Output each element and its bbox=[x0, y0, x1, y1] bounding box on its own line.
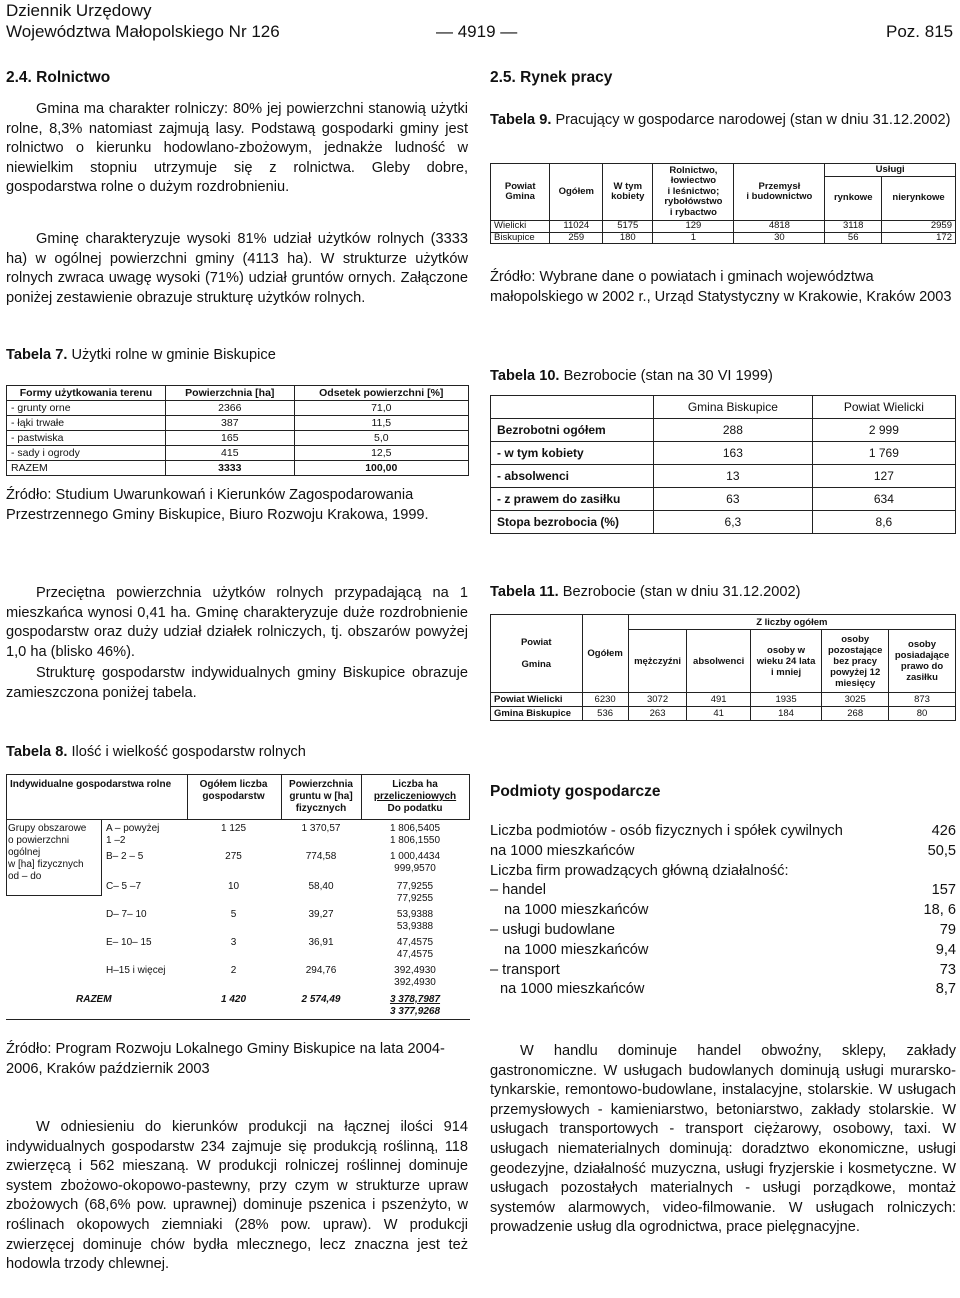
table-cell: 163 bbox=[654, 442, 813, 465]
table-cell: Gmina Biskupice bbox=[491, 707, 583, 721]
table-row: B– 2 – 5 bbox=[106, 851, 144, 862]
table-cell: Powiat Wielicki bbox=[812, 396, 955, 419]
journal-title: Dziennik Urzędowy bbox=[6, 1, 152, 20]
table-10-caption: Tabela 10. Bezrobocie (stan na 30 VI 1999) bbox=[490, 368, 773, 384]
table-cell bbox=[491, 396, 654, 419]
table-9-source: Źródło: Wybrane dane o powiatach i gminach województwa małopolskiego w 2002 r., Urząd Statystyczny w Krakowie, Kraków 2003 bbox=[490, 269, 952, 305]
table-7 bbox=[6, 385, 469, 476]
table-cell: 129 bbox=[653, 221, 734, 233]
table-row bbox=[491, 419, 956, 442]
table-row bbox=[491, 693, 956, 707]
table-cell: 2366 bbox=[166, 401, 295, 416]
table-cell: 5,0 bbox=[294, 431, 468, 446]
table-cell: 387 bbox=[166, 416, 295, 431]
table-8-source: Źródło: Program Rozwoju Lokalnego Gminy Biskupice na lata 2004-2006, Kraków październik 2003 bbox=[6, 1041, 445, 1077]
table-cell: nierynkowe bbox=[882, 177, 956, 221]
podmioty-list bbox=[490, 822, 956, 1000]
table-cell: 12,5 bbox=[294, 446, 468, 461]
table-cell: 165 bbox=[166, 431, 295, 446]
table-cell: mężczyźni bbox=[628, 630, 687, 693]
paragraph: Przeciętna powierzchnia użytków rolnych przypadającą na 1 mieszkańca wynosi 0,41 ha. Gminę charakteryzuje duże rozdrobnienie gospodarstw oraz duży udział działek rolniczych, tj. obszarów powyżej 1,0 ha (blisko 46%). bbox=[6, 585, 468, 660]
table-cell: osoby w wieku 24 lata i mniej bbox=[750, 630, 821, 693]
table-row bbox=[491, 707, 956, 721]
table-11 bbox=[490, 614, 956, 721]
table-row: A – powyżej 1 –2 bbox=[106, 823, 160, 846]
list-item: na 1000 mieszkańców 9,4 bbox=[504, 941, 956, 958]
table-cell: 1 769 bbox=[812, 442, 955, 465]
table-cell: 11024 bbox=[550, 221, 603, 233]
table-cell: RAZEM bbox=[7, 461, 166, 476]
table-cell: Ogółem bbox=[550, 164, 603, 221]
table-cell: - pastwiska bbox=[7, 431, 166, 446]
table-cell: Powiat Gmina bbox=[491, 164, 550, 221]
table-row bbox=[491, 232, 956, 244]
table-cell: osoby pozostające bez pracy powyżej 12 miesięcy bbox=[822, 630, 889, 693]
table-cell: 13 bbox=[654, 465, 813, 488]
table-cell: - łąki trwałe bbox=[7, 416, 166, 431]
table-row bbox=[491, 511, 956, 534]
table-cell: 288 bbox=[654, 419, 813, 442]
table-cell: 263 bbox=[628, 707, 687, 721]
table-cell: 71,0 bbox=[294, 401, 468, 416]
table-cell: 268 bbox=[822, 707, 889, 721]
table-9-caption: Tabela 9. Pracujący w gospodarce narodowej (stan w dniu 31.12.2002) bbox=[490, 112, 951, 128]
table-cell: Stopa bezrobocia (%) bbox=[491, 511, 654, 534]
table-8-caption: Tabela 8. Ilość i wielkość gospodarstw rolnych bbox=[6, 744, 306, 760]
table-row bbox=[7, 461, 469, 476]
table-row bbox=[7, 431, 469, 446]
table-cell: 259 bbox=[550, 232, 603, 244]
table-cell: Wielicki bbox=[491, 221, 550, 233]
paragraph: W odniesieniu do kierunków produkcji na łącznej ilości 914 indywidualnych gospodarstw 234 zajmuje się produkcją roślinną, 118 zwierzęcą i 562 mieszaną. W produkcji rolniczej roślinnej dominuje system zbożowo-okopowo-pastewny, przy czym w strukturze upraw zbożowych (68,6% pow. uprawnej) dominuje pszenica i pszenżyto, w roślinach okopowych ziemniaki (28% pow. upraw). W produkcji zwierzęcej dominuje chów bydła mlecznego, lecz znaczna jest też hodowla trzody chlewnej. bbox=[6, 1119, 468, 1273]
paragraph: Gmina ma charakter rolniczy: 80% jej powierzchni stanowią użytki rolne, 8,3% natomiast zajmują lasy. Podstawą gospodarki gminy jest rolnictwo o kierunku hodowlano-zbożowym, jednakże ludność w niewielkim stopniu utrzymuje się z rolnictwa. Gleby dobre, gospodarstwa rolne o dużym rozdrobnieniu. bbox=[6, 101, 468, 196]
table-cell: 3118 bbox=[825, 221, 882, 233]
table-cell: osoby posiadające prawo do zasiłku bbox=[889, 630, 956, 693]
paragraph: Strukturę gospodarstw indywidualnych gminy Biskupice obrazuje zamieszczona poniżej tabela. bbox=[6, 665, 468, 701]
table-row bbox=[7, 401, 469, 416]
table-total: RAZEM bbox=[76, 994, 112, 1005]
table-cell: 8,6 bbox=[812, 511, 955, 534]
table-11-caption: Tabela 11. Bezrobocie (stan w dniu 31.12.2002) bbox=[490, 584, 801, 600]
table-cell: 3072 bbox=[628, 693, 687, 707]
table-cell: 4818 bbox=[734, 221, 825, 233]
table-cell: Ogółem bbox=[582, 615, 628, 693]
table-10 bbox=[490, 395, 956, 534]
list-item: Liczba podmiotów - osób fizycznych i spółek cywilnych 426 bbox=[490, 823, 956, 839]
list-item: – handel 157 bbox=[490, 882, 956, 899]
paragraph: Gminę charakteryzuje wysoki 81% udział użytków rolnych (3333 ha) w ogólnej powierzchni gminy (4113 ha). W strukturze użytków rolnych zwraca uwagę wysoki (71%) udział gruntów ornych. Załączone poniżej zestawienie obrazuje strukturę użytków rolnych. bbox=[6, 231, 468, 306]
table-7-source: Źródło: Studium Uwarunkowań i Kierunków Zagospodarowania Przestrzennego Gminy Biskupice, Biuro Rozwoju Krakowa, 1999. bbox=[6, 487, 429, 523]
table-cell: 5175 bbox=[603, 221, 653, 233]
table-cell: 6,3 bbox=[654, 511, 813, 534]
table-header: Formy użytkowania terenu bbox=[7, 386, 166, 401]
table-cell: 30 bbox=[734, 232, 825, 244]
list-item: na 1000 mieszkańców 50,5 bbox=[490, 842, 956, 859]
list-item: Liczba firm prowadzących główną działalność: bbox=[490, 862, 789, 879]
table-cell: 127 bbox=[812, 465, 955, 488]
table-cell: Gmina Biskupice bbox=[654, 396, 813, 419]
list-item: na 1000 mieszkańców 18, 6 bbox=[504, 902, 956, 919]
list-item: – usługi budowlane 79 bbox=[490, 921, 956, 938]
table-cell: 415 bbox=[166, 446, 295, 461]
table-cell: 3025 bbox=[822, 693, 889, 707]
table-8: Indywidualne gospodarstwa rolne Ogółem liczba gospodarstw Powierzchnia gruntu w [ha] fizycznych Liczba ha przeliczeniowych Do podatku Grupy obszarowe o powierzchni ogólnej w [ha] fizycznych od – do A – powyżej 1 –2 1 125 1 370,57 1 806,5405 1 806,1550 B– 2 – 5 275 774,58 1 000,4434 999,9570 C– 5 –7 10 58,40 77,9255 77,9255 D– 7– 10 5 39,27 53,9388 53,9388 E– 10– 15 3 36,91 47,4575 47,4575 H–15 i więcej 2 294,76 392,4930 392,4930 RAZEM 1 420 2 574,49 3 378,7987 3 377,9268 bbox=[6, 774, 470, 1020]
table-row bbox=[491, 465, 956, 488]
table-cell: Powiat Wielicki bbox=[491, 693, 583, 707]
journal-subtitle: Województwa Małopolskiego Nr 126 bbox=[6, 22, 280, 41]
table-cell: 41 bbox=[687, 707, 750, 721]
table-cell: 3333 bbox=[166, 461, 295, 476]
table-cell: Z liczby ogółem bbox=[628, 615, 955, 630]
table-row bbox=[491, 442, 956, 465]
table-7-caption: Tabela 7. Użytki rolne w gminie Biskupice bbox=[6, 347, 276, 363]
list-item: na 1000 mieszkańców 8,7 bbox=[500, 981, 956, 998]
table-cell: 56 bbox=[825, 232, 882, 244]
table-cell: 80 bbox=[889, 707, 956, 721]
table-row: D– 7– 10 bbox=[106, 909, 147, 920]
table-cell: - grunty orne bbox=[7, 401, 166, 416]
table-cell: Przemysł i budownictwo bbox=[734, 164, 825, 221]
table-cell: Powiat Gmina bbox=[491, 615, 583, 693]
table-row bbox=[491, 488, 956, 511]
table-cell: Rolnictwo, łowiectwo i leśnictwo; rybołówstwo i rybactwo bbox=[653, 164, 734, 221]
table-row bbox=[491, 221, 956, 233]
table-row bbox=[7, 446, 469, 461]
table-cell: 1 bbox=[653, 232, 734, 244]
paragraph: W handlu dominuje handel obwoźny, sklepy, zakłady gastronomiczne. W usługach budowlanych dominują usługi murarsko-tynkarskie, remontowo-budowlane, instalacyjne, stolarskie. W usługach przemysłowych - kamieniarstwo, betoniarstwo, zakłady stolarskie. W usługach transportowych - transport ciężarowy, osobowy, taxi. W usługach niematerialnych dominują: doradztwo ekonomiczne, usługi geodezyjne, działalność muzyczna, usługi fryzjerskie i kosmetyczne. W usługach pozostałych materialnych - usługi porządkowe, montaż systemów alarmowych, video-filmowanie. W usługach rolniczych: prowadzenie usług dla ogrodnictwa, prace pielęgnacyjne. bbox=[490, 1043, 956, 1236]
table-cell: 491 bbox=[687, 693, 750, 707]
position-number: Poz. 815 bbox=[886, 22, 954, 41]
table-header: Odsetek powierzchni [%] bbox=[294, 386, 468, 401]
table-cell: Usługi bbox=[825, 164, 956, 177]
table-header: Powierzchnia [ha] bbox=[166, 386, 295, 401]
table-cell: Biskupice bbox=[491, 232, 550, 244]
table-cell: 180 bbox=[603, 232, 653, 244]
table-cell: rynkowe bbox=[825, 177, 882, 221]
table-cell: 100,00 bbox=[294, 461, 468, 476]
table-cell: 63 bbox=[654, 488, 813, 511]
table-cell: 1935 bbox=[750, 693, 821, 707]
table-9 bbox=[490, 163, 956, 244]
table-cell: 873 bbox=[889, 693, 956, 707]
table-row: E– 10– 15 bbox=[106, 937, 152, 948]
table-cell: 11,5 bbox=[294, 416, 468, 431]
table-cell: 2959 bbox=[882, 221, 956, 233]
table-cell: absolwenci bbox=[687, 630, 750, 693]
table-cell: - sady i ogrody bbox=[7, 446, 166, 461]
table-cell: Bezrobotni ogółem bbox=[491, 419, 654, 442]
table-cell: 2 999 bbox=[812, 419, 955, 442]
table-cell: - z prawem do zasiłku bbox=[491, 488, 654, 511]
table-cell: - absolwenci bbox=[491, 465, 654, 488]
table-cell: 536 bbox=[582, 707, 628, 721]
section-2-5-title: 2.5. Rynek pracy bbox=[490, 69, 613, 86]
podmioty-title: Podmioty gospodarcze bbox=[490, 783, 661, 800]
table-cell: - w tym kobiety bbox=[491, 442, 654, 465]
table-row bbox=[7, 416, 469, 431]
section-2-4-title: 2.4. Rolnictwo bbox=[6, 69, 111, 86]
table-cell: W tym kobiety bbox=[603, 164, 653, 221]
table-cell: 184 bbox=[750, 707, 821, 721]
list-item: – transport 73 bbox=[490, 961, 956, 978]
table-cell: 172 bbox=[882, 232, 956, 244]
table-row: H–15 i więcej bbox=[106, 965, 166, 976]
table-row: C– 5 –7 bbox=[106, 881, 142, 892]
table-cell: 634 bbox=[812, 488, 955, 511]
table-cell: 6230 bbox=[582, 693, 628, 707]
page-number: — 4919 — bbox=[436, 22, 518, 41]
